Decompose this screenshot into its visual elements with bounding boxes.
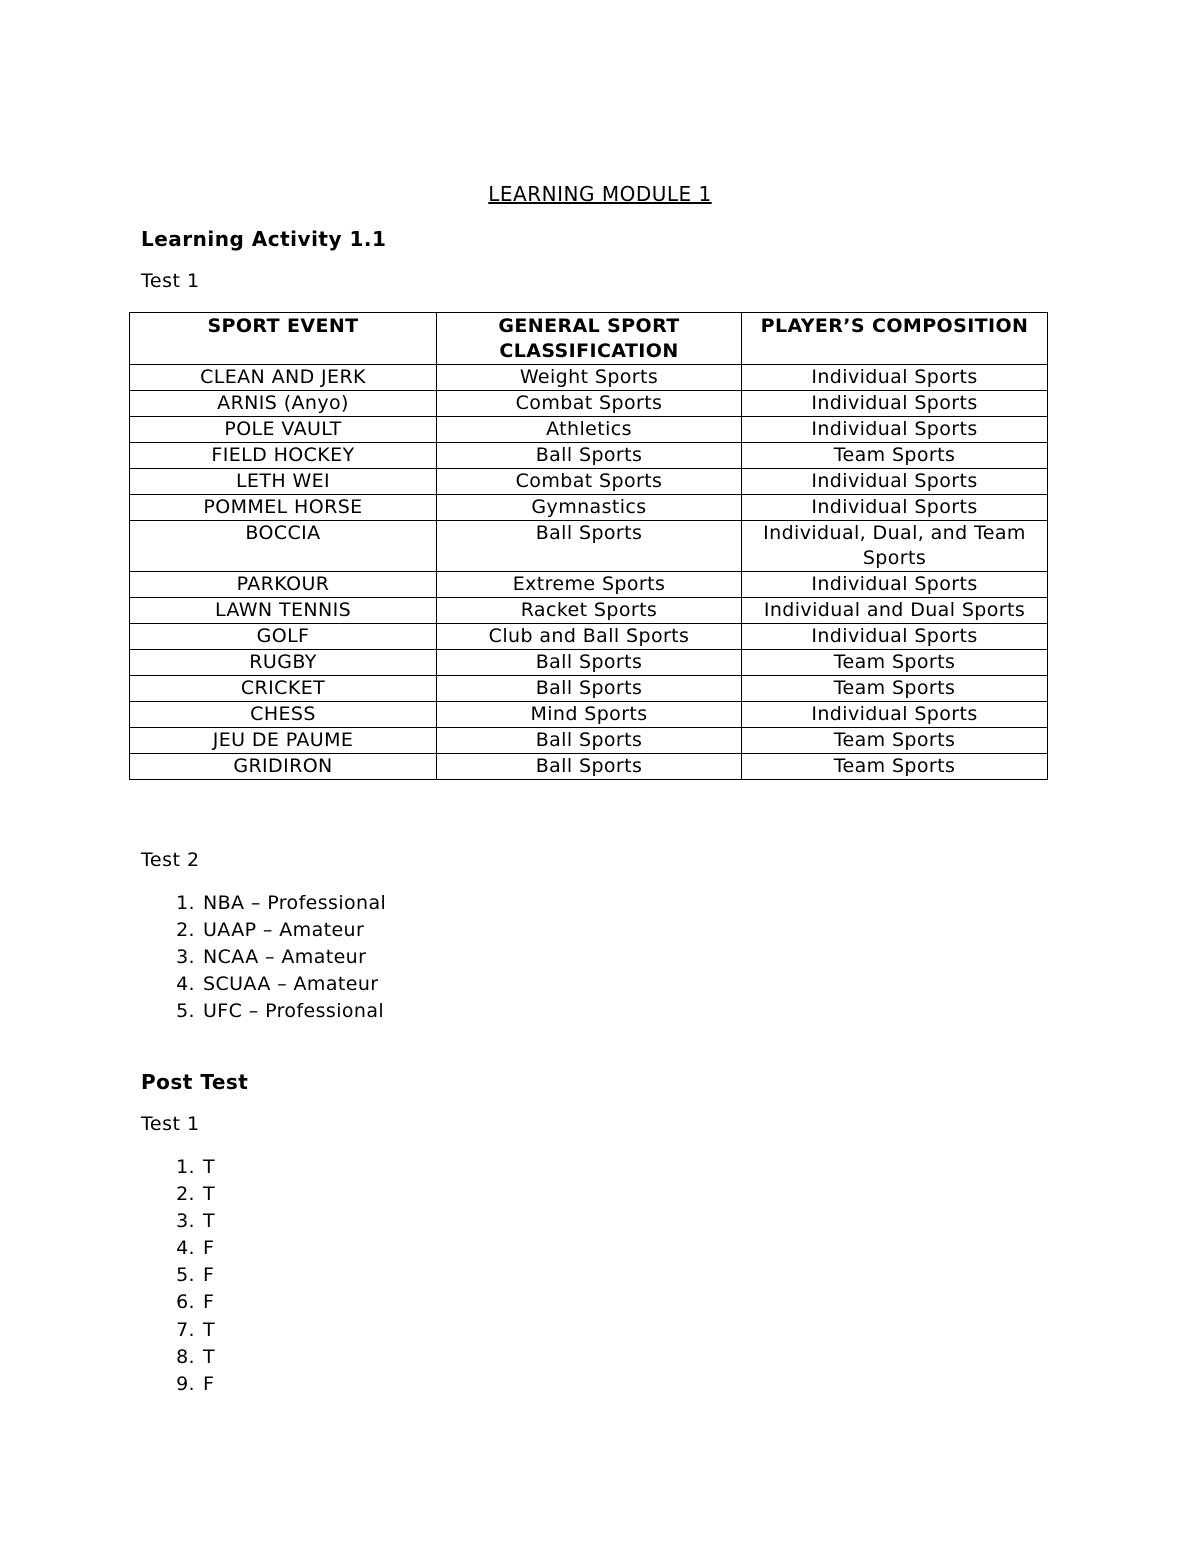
cell-classification: Ball Sports [437, 443, 742, 469]
cell-sport-event: ARNIS (Anyo) [130, 391, 437, 417]
page-title: LEARNING MODULE 1 [488, 182, 712, 206]
list-item-text: T [203, 1318, 216, 1341]
list-item-number: 6. [176, 1291, 195, 1314]
cell-composition: Team Sports [742, 443, 1048, 469]
list-item [141, 917, 386, 944]
cell-sport-event: POMMEL HORSE [130, 495, 437, 521]
table-row [130, 702, 1048, 728]
list-item [141, 1235, 215, 1262]
table-row [130, 754, 1048, 780]
list-item-text: UFC – Professional [203, 1000, 385, 1023]
table-row [130, 572, 1048, 598]
list-item [141, 944, 386, 971]
cell-composition: Individual Sports [742, 572, 1048, 598]
list-item-number: 3. [176, 946, 195, 969]
cell-classification: Ball Sports [437, 754, 742, 780]
cell-composition: Individual Sports [742, 702, 1048, 728]
cell-classification: Ball Sports [437, 650, 742, 676]
cell-sport-event: JEU DE PAUME [130, 728, 437, 754]
list-item-text: T [203, 1183, 216, 1206]
list-item-text: NBA – Professional [203, 892, 387, 914]
list-item [141, 1208, 215, 1235]
table-row [130, 365, 1048, 391]
cell-classification: Ball Sports [437, 676, 742, 702]
table-row [130, 417, 1048, 443]
table-row [130, 650, 1048, 676]
cell-sport-event: POLE VAULT [130, 417, 437, 443]
cell-sport-event: FIELD HOCKEY [130, 443, 437, 469]
cell-sport-event: CHESS [130, 702, 437, 728]
table-row [130, 443, 1048, 469]
list-item-text: T [203, 1156, 216, 1178]
list-item-number: 9. [176, 1372, 195, 1395]
list-item [141, 1344, 215, 1371]
table-header-row [130, 313, 1048, 365]
table-row [130, 676, 1048, 702]
cell-classification: Racket Sports [437, 598, 742, 624]
post-test1-answer-list [141, 1154, 215, 1398]
cell-classification: Ball Sports [437, 728, 742, 754]
list-item-number: 2. [176, 919, 195, 942]
activity-heading: Learning Activity 1.1 [141, 227, 387, 251]
cell-sport-event: PARKOUR [130, 572, 437, 598]
list-item-text: F [203, 1237, 215, 1260]
list-item-number: 5. [176, 1264, 195, 1287]
list-item-number: 3. [176, 1210, 195, 1233]
table-row [130, 728, 1048, 754]
list-item-number: 2. [176, 1183, 195, 1206]
cell-composition: Individual Sports [742, 624, 1048, 650]
list-item-number: 8. [176, 1345, 195, 1368]
list-item [141, 1371, 215, 1398]
post-test1-label: Test 1 [141, 1113, 200, 1135]
header-general-classification: GENERAL SPORT CLASSIFICATION [437, 313, 742, 365]
cell-composition: Team Sports [742, 754, 1048, 780]
list-item-text: F [203, 1291, 215, 1314]
list-item-text: SCUAA – Amateur [203, 973, 379, 996]
list-item-number: 1. [176, 892, 195, 914]
cell-classification: Combat Sports [437, 469, 742, 495]
cell-composition: Individual Sports [742, 495, 1048, 521]
list-item [141, 1317, 215, 1344]
list-item [141, 998, 386, 1025]
test1-label: Test 1 [141, 270, 200, 292]
list-item [141, 1181, 215, 1208]
test2-answer-list [141, 890, 386, 1025]
cell-sport-event: LAWN TENNIS [130, 598, 437, 624]
cell-classification: Ball Sports [437, 521, 742, 572]
list-item [141, 1154, 215, 1181]
table-body [130, 365, 1048, 780]
list-item-text: NCAA – Amateur [203, 946, 367, 969]
table-row [130, 624, 1048, 650]
list-item-number: 1. [176, 1156, 195, 1178]
table-row [130, 469, 1048, 495]
header-player-composition: PLAYER’S COMPOSITION [742, 313, 1048, 365]
cell-composition: Individual and Dual Sports [742, 598, 1048, 624]
list-item-text: F [203, 1372, 215, 1395]
list-item-text: UAAP – Amateur [203, 919, 365, 942]
cell-composition: Team Sports [742, 728, 1048, 754]
cell-composition: Individual Sports [742, 417, 1048, 443]
cell-classification: Athletics [437, 417, 742, 443]
cell-classification: Combat Sports [437, 391, 742, 417]
cell-classification: Weight Sports [437, 365, 742, 391]
list-item-text: T [203, 1345, 216, 1368]
test2-label: Test 2 [141, 849, 200, 871]
cell-sport-event: RUGBY [130, 650, 437, 676]
sports-classification-table [129, 312, 1048, 780]
list-item-number: 4. [176, 1237, 195, 1260]
list-item [141, 1262, 215, 1289]
cell-composition: Team Sports [742, 676, 1048, 702]
table-row [130, 495, 1048, 521]
header-sport-event: SPORT EVENT [130, 313, 437, 365]
cell-classification: Gymnastics [437, 495, 742, 521]
cell-sport-event: GRIDIRON [130, 754, 437, 780]
list-item-number: 7. [176, 1318, 195, 1341]
list-item-number: 5. [176, 1000, 195, 1023]
post-test-heading: Post Test [141, 1070, 249, 1094]
cell-sport-event: CLEAN AND JERK [130, 365, 437, 391]
table-row [130, 598, 1048, 624]
list-item [141, 971, 386, 998]
list-item [141, 890, 386, 917]
cell-composition: Individual Sports [742, 391, 1048, 417]
cell-classification: Extreme Sports [437, 572, 742, 598]
cell-classification: Club and Ball Sports [437, 624, 742, 650]
cell-composition: Individual, Dual, and Team Sports [742, 521, 1048, 572]
list-item-text: F [203, 1264, 215, 1287]
cell-classification: Mind Sports [437, 702, 742, 728]
list-item [141, 1289, 215, 1316]
cell-sport-event: LETH WEI [130, 469, 437, 495]
list-item-text: T [203, 1210, 216, 1233]
cell-composition: Team Sports [742, 650, 1048, 676]
table-row [130, 521, 1048, 572]
cell-composition: Individual Sports [742, 469, 1048, 495]
cell-sport-event: BOCCIA [130, 521, 437, 572]
cell-sport-event: GOLF [130, 624, 437, 650]
cell-composition: Individual Sports [742, 365, 1048, 391]
list-item-number: 4. [176, 973, 195, 996]
cell-sport-event: CRICKET [130, 676, 437, 702]
table-row [130, 391, 1048, 417]
